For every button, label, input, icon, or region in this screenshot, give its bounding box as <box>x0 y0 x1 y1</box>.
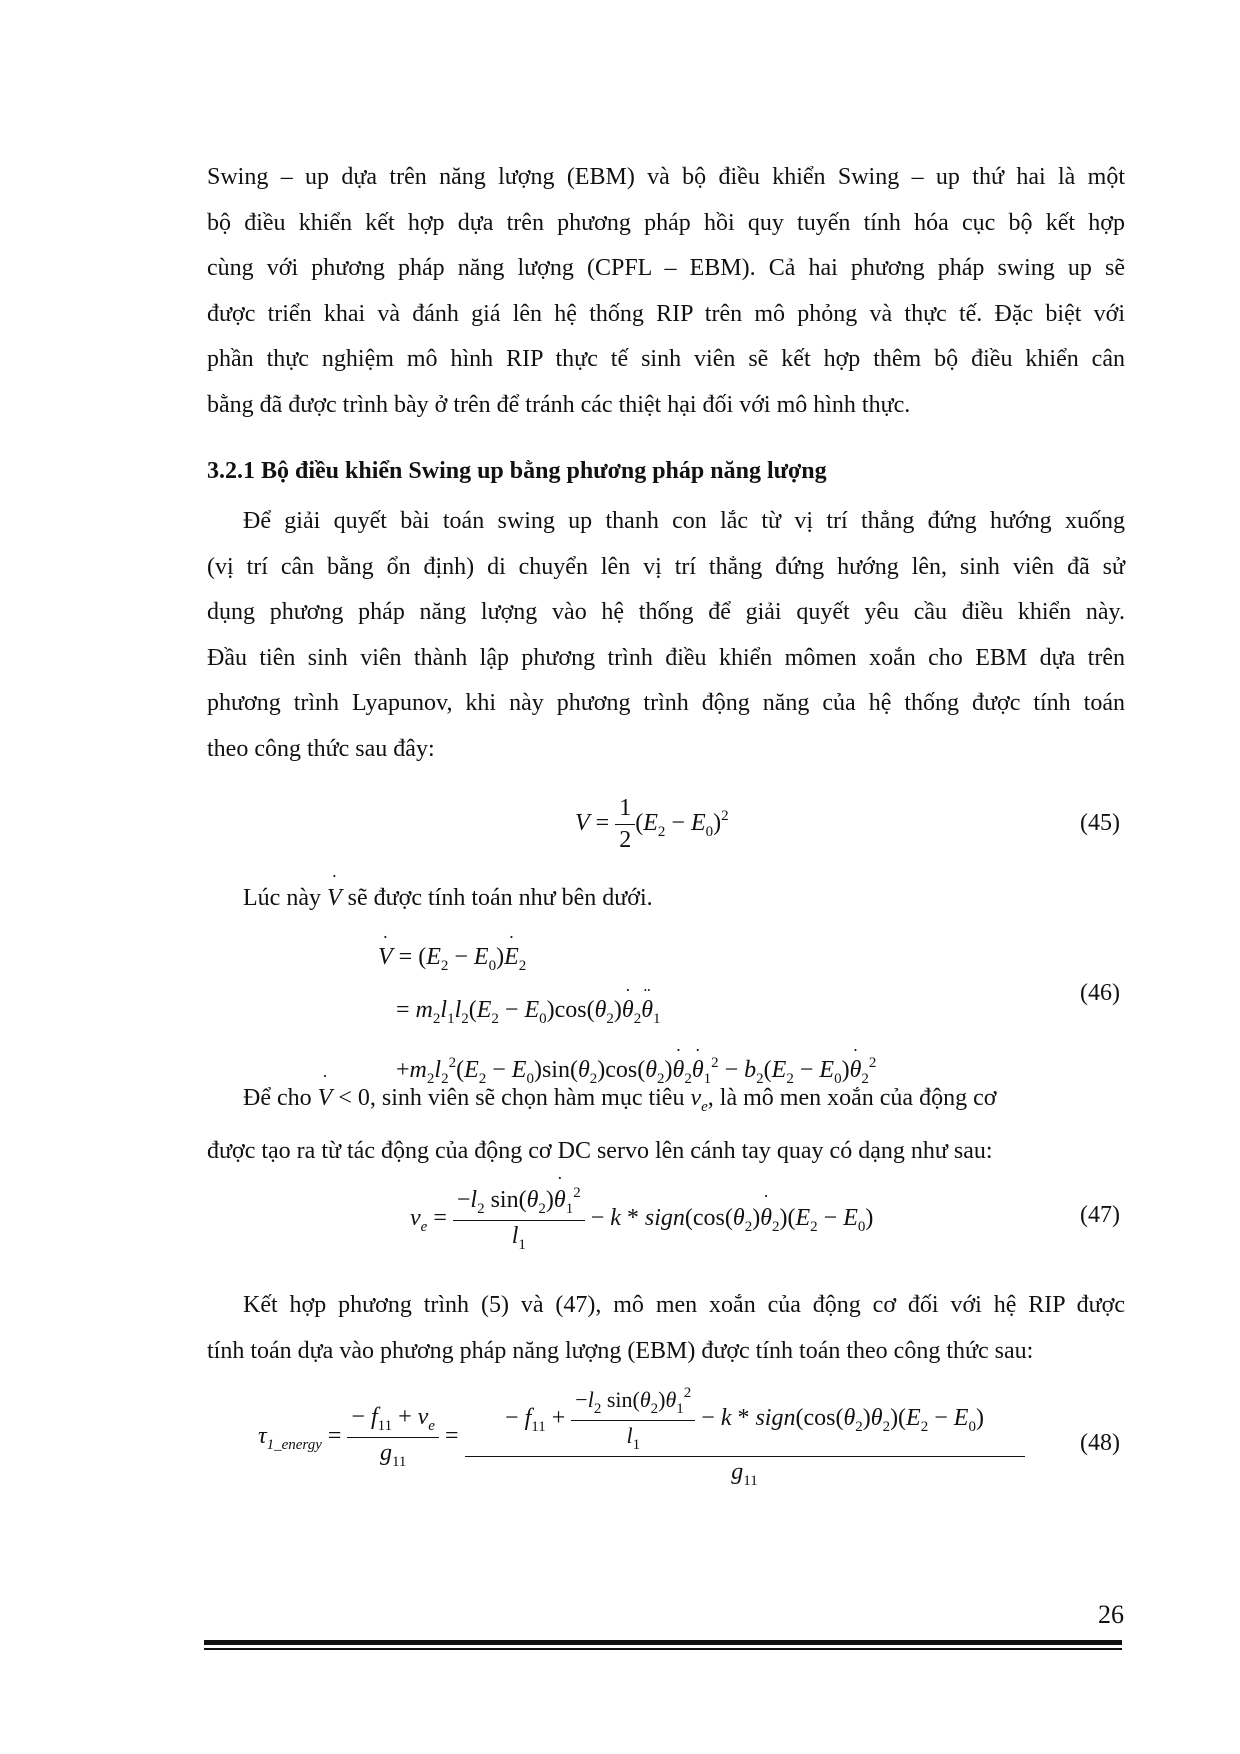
text-line: Kết hợp phương trình (5) và (47), mô men xoắn của động cơ đối với hệ RIP được <box>243 1292 1125 1318</box>
equation-48: $\tau_{1\_energy}$ = $\frac{- f_{11} + v_e}{g_{11}}$ = − $f_{11}$ + $\frac{-l_2 \sin(\theta_2)\theta_1^2}{l_1}$ − $k * sign(\cos(\theta_2)\theta_2)(E_2 - E_0)$ $g_{11}$ <box>258 1385 1025 1490</box>
section-heading: 3.2.1 Bộ điều khiển Swing up bằng phương pháp năng lượng <box>207 458 827 484</box>
paragraph-energy-method <box>207 499 1125 772</box>
text-fragment: sẽ được tính toán như bên dưới. <box>347 885 653 911</box>
text-fragment: Để cho <box>243 1085 312 1111</box>
text-fragment: , sinh viên sẽ chọn hàm mục tiêu <box>369 1085 685 1111</box>
text-line: được triển khai và đánh giá lên hệ thống RIP trên mô phỏng và thực tế. Đặc biệt với <box>207 300 1125 327</box>
paragraph-intro <box>207 155 1125 428</box>
text-line: Đầu tiên sinh viên thành lập phương trình điều khiển mômen xoắn cho EBM dựa trên <box>207 644 1125 671</box>
text-line: cùng với phương pháp năng lượng (CPFL – EBM). Cả hai phương pháp swing up sẽ <box>207 255 1125 281</box>
text-line: theo công thức sau đây: <box>207 735 435 762</box>
text-line: Để giải quyết bài toán swing up thanh con lắc từ vị trí thẳng đứng hướng xuống <box>243 508 1125 534</box>
text-line: bộ điều khiển kết hợp dựa trên phương pháp hồi quy tuyến tính hóa cục bộ kết hợp <box>207 209 1125 236</box>
text-line: tính toán dựa vào phương pháp năng lượng (EBM) được tính toán theo công thức sau: <box>207 1337 1034 1364</box>
text-line: được tạo ra từ tác động của động cơ DC servo lên cánh tay quay có dạng như sau: <box>207 1138 993 1164</box>
paragraph-combined-torque <box>207 1283 1125 1374</box>
text-line: phần thực nghiệm mô hình RIP thực tế sinh viên sẽ kết hợp thêm bộ điều khiển cân <box>207 346 1125 372</box>
text-line: (vị trí cân bằng ổn định) di chuyển lên vị trí thẳng đứng hướng lên, sinh viên đã sử <box>207 553 1125 580</box>
text-line: Swing – up dựa trên năng lượng (EBM) và bộ điều khiển Swing – up thứ hai là một <box>207 164 1125 190</box>
footer-rule <box>204 1640 1122 1645</box>
equation-46: ˙ $V = (E_2$ − $E_0)˙$ $E_2$ = $m_2l_1l_2(E_2$ − $E_0)\cos(\theta_2)˙$ $\theta_2¨$ $\theta_1$ $+m_2l_2^2(E_2$ − $E_0)\sin(\theta_2)\cos(\theta_2)˙$ $\theta_2˙$ $\theta_1^2 - b_2(E_2$ − $E_0)˙$ $\theta_2^2$ <box>378 935 876 1101</box>
text-fragment: Lúc này <box>243 885 321 911</box>
footer-rule-thin <box>204 1648 1122 1650</box>
equation-45: V = $\frac{1}{2}$ $(E_2 - E_0)^2$ <box>575 795 729 853</box>
equation-47: $v_e$ = $\frac{-l_2 \sin(\theta_2)˙ \theta_1^2}{l_1}$ − k * $sign(\cos(\theta_2)˙$ $\theta_2)(E_2 - E_0)$ <box>410 1185 873 1254</box>
text-line: phương trình Lyapunov, khi này phương trình động năng của hệ thống được tính toán <box>207 690 1125 716</box>
equation-number: (46) <box>1080 980 1120 1006</box>
page-number: 26 <box>1098 1600 1124 1629</box>
text-line: bằng đã được trình bày ở trên để tránh các thiệt hại đối với mô hình thực. <box>207 391 911 418</box>
equation-number: (48) <box>1080 1430 1120 1456</box>
text-fragment: , là mô men xoắn của động cơ <box>707 1085 997 1111</box>
text-line: Lúc này ˙ V sẽ được tính toán như bên dưới. <box>243 885 653 912</box>
text-line: dụng phương pháp năng lượng vào hệ thống để giải quyết yêu cầu điều khiển này. <box>207 599 1125 625</box>
text-line: Để cho ˙ V < 0, sinh viên sẽ chọn hàm mục tiêu $v_e$, là mô men xoắn của động cơ <box>243 1085 996 1116</box>
equation-number: (47) <box>1080 1202 1120 1228</box>
equation-number: (45) <box>1080 810 1120 836</box>
